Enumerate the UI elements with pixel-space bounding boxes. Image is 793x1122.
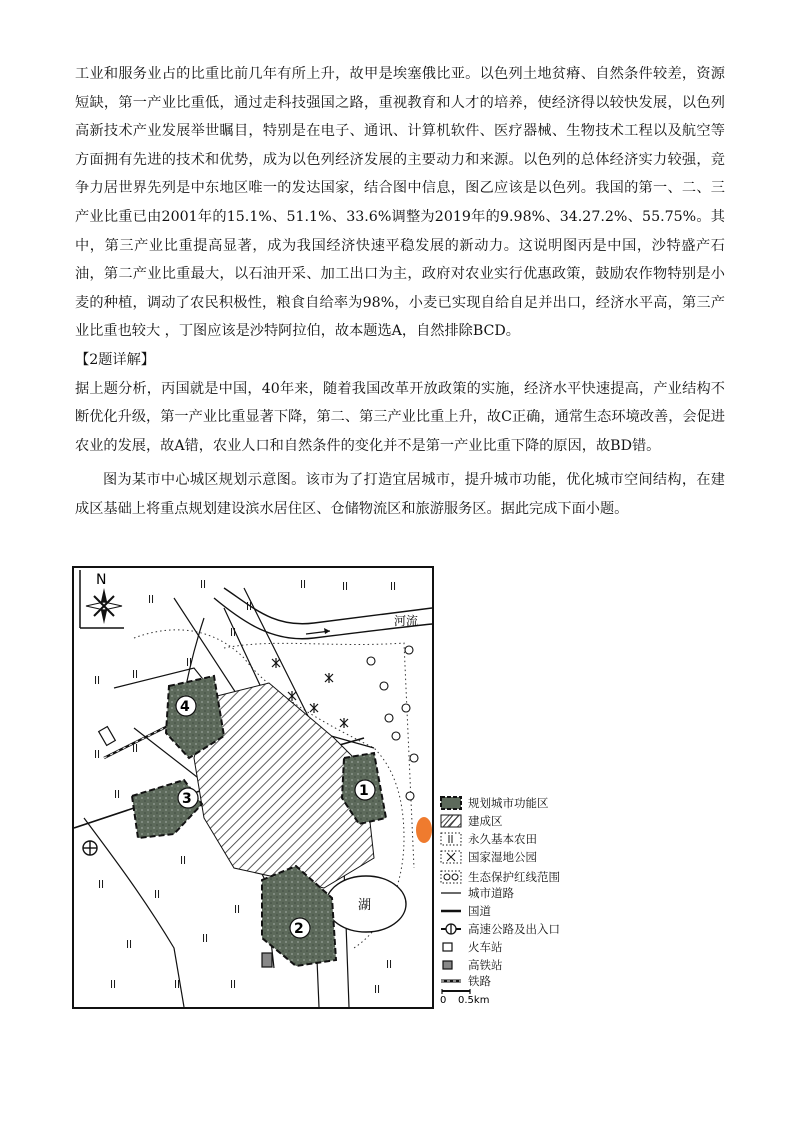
svg-text:ll: ll xyxy=(94,674,101,687)
svg-text:ll: ll xyxy=(230,978,237,991)
lake xyxy=(326,876,406,932)
railway-icon xyxy=(440,974,462,988)
train-station-icon xyxy=(440,940,462,954)
svg-text:ll: ll xyxy=(202,932,209,945)
svg-text:ll: ll xyxy=(390,580,397,593)
answer-paragraph-2: 据上题分析，丙国就是中国，40年来，随着我国改革开放政策的实施，经济水平快速提高，产业结构不断优化升级，第一产业比重显著下降，第二、第三产业比重上升，故C正确，通常生态环境改善，会促进农业的发展，故A错，农业人口和自然条件的变化并不是第一产业比重下降的原因，故BD错。 xyxy=(75,380,725,454)
legend-item-eco-redline: 生态保护红线范围 xyxy=(440,869,560,885)
built-area-icon xyxy=(440,814,462,828)
question-2-heading: 【2题详解】 xyxy=(75,351,155,368)
svg-text:ll: ll xyxy=(180,854,187,867)
answer-paragraph-1: 工业和服务业占的比重比前几年有所上升，故甲是埃塞俄比亚。以色列土地贫瘠、自然条件较差，资源短缺，第一产业比重低，通过走科技强国之路，重视教育和人才的培养，使经济得以较快发展，以色列高新技术产业发展举世瞩目，特别是在电子、通讯、计算机软件、医疗器械、生物技术工程以及航空等方面拥有先进的技术和优势，成为以色列经济发展的主要动力和来源。以色列的总体经济实力较强，竞争力居世界先列是中东地区唯一的发达国家，结合图中信息，图乙应该是以色列。我国的第一、二、三产业比重已由2001年的15.1%、51.1%、33.6%调整为2019年的9.98%、34.27.2%、55.75%。其中，第三产业比重提高显著，成为我国经济快速平稳发展的新动力。这说明图丙是中国，沙特盛产石油，第二产业比重最大，以石油开采、加工出口为主，政府对农业实行优惠政策，鼓励农作物特别是小麦的种植，调动了农民积极性，粮食自给率为98%，小麦已实现自给自足并出口，经济水平高，第三产业比重也较大 ，丁图应该是沙特阿拉伯，故本题选A，自然排除BCD。 xyxy=(75,66,725,340)
legend-item-function-zone: 规划城市功能区 xyxy=(440,795,549,811)
legend-item-city-road: 城市道路 xyxy=(440,885,514,901)
eco-redline-icon xyxy=(440,870,462,884)
highlight-marker xyxy=(416,817,432,843)
hsr-station-icon xyxy=(262,953,272,967)
svg-text:ll: ll xyxy=(94,748,101,761)
svg-text:ll: ll xyxy=(342,580,349,593)
legend-item-train-station: 火车站 xyxy=(440,939,503,955)
function-zone-3 xyxy=(132,780,202,838)
svg-text:ll: ll xyxy=(200,578,207,591)
question-intro: 图为某市中心城区规划示意图。该市为了打造宜居城市，提升城市功能，优化城市空间结构，在建成区基础上将重点规划建设滨水居住区、仓储物流区和旅游服务区。据此完成下面小题。 xyxy=(75,472,725,518)
legend-item-hsr-station: 高铁站 xyxy=(440,957,503,973)
wetland-icon xyxy=(440,850,462,864)
legend-item-wetland: 国家湿地公园 xyxy=(440,849,537,865)
highway-icon xyxy=(440,922,462,936)
text-block xyxy=(75,60,725,524)
national-road-icon xyxy=(440,904,462,918)
svg-text:ll: ll xyxy=(230,626,237,639)
scale-bar-icon xyxy=(440,989,500,1005)
svg-text:ll: ll xyxy=(386,958,393,971)
legend-scale-bar xyxy=(440,989,500,1005)
legend-item-built-area: 建成区 xyxy=(440,813,503,829)
svg-text:ll: ll xyxy=(174,978,181,991)
svg-text:ll: ll xyxy=(110,978,117,991)
svg-text:2: 2 xyxy=(294,921,304,937)
city-planning-map xyxy=(72,566,434,1009)
river xyxy=(214,588,432,639)
lake-label: 湖 xyxy=(358,898,372,913)
north-arrow-icon xyxy=(80,570,124,628)
svg-text:ll: ll xyxy=(374,983,381,996)
svg-text:ll: ll xyxy=(234,903,241,916)
svg-text:ll: ll xyxy=(132,742,139,755)
svg-text:4: 4 xyxy=(180,699,190,715)
svg-text:1: 1 xyxy=(359,783,369,799)
hsr-station-icon xyxy=(440,958,462,972)
svg-text:ll: ll xyxy=(186,656,193,669)
train-station-icon xyxy=(99,727,116,746)
svg-text:ll: ll xyxy=(300,578,307,591)
svg-text:0.5km: 0.5km xyxy=(458,995,490,1005)
svg-text:ll: ll xyxy=(154,888,161,901)
highway-entrance-icon xyxy=(83,841,97,855)
city-road-icon xyxy=(440,886,462,900)
farmland-icon xyxy=(440,832,462,846)
svg-text:ll: ll xyxy=(132,668,139,681)
legend-item-highway: 高速公路及出入口 xyxy=(440,921,560,937)
svg-text:ll: ll xyxy=(114,788,121,801)
svg-text:0: 0 xyxy=(440,995,447,1005)
svg-text:3: 3 xyxy=(182,791,192,807)
river-label: 河流 xyxy=(394,614,419,628)
legend-item-national-road: 国道 xyxy=(440,903,491,919)
svg-text:ll: ll xyxy=(98,878,105,891)
svg-text:ll: ll xyxy=(246,600,253,613)
svg-text:ll: ll xyxy=(148,593,155,606)
north-label: N xyxy=(96,572,107,588)
svg-text:ll: ll xyxy=(126,938,133,951)
function-zone-icon xyxy=(440,796,462,810)
legend-item-farmland: 永久基本农田 xyxy=(440,831,537,847)
legend-item-railway: 铁路 xyxy=(440,973,491,989)
